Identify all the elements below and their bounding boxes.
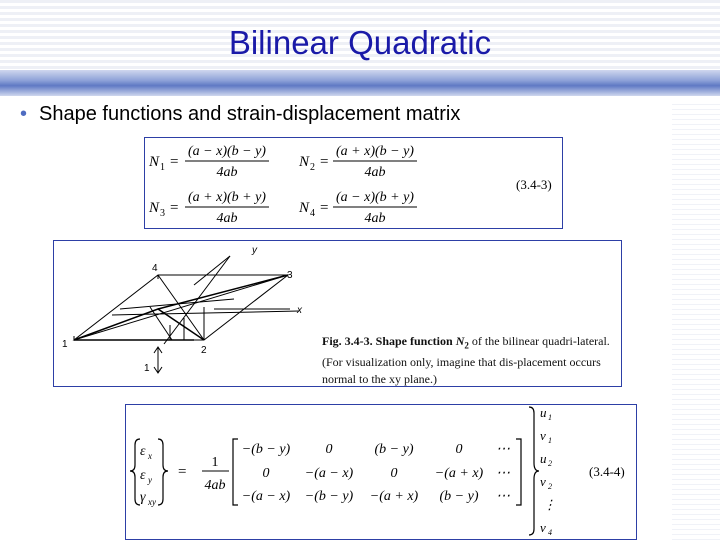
svg-text:ε: ε <box>140 444 146 459</box>
svg-text:=: = <box>320 154 329 170</box>
b-cell: 0 <box>262 466 270 481</box>
b-matrix <box>233 439 521 505</box>
bullet-item <box>20 103 460 126</box>
shape-function-n2 <box>298 144 417 180</box>
svg-text:2: 2 <box>310 162 315 173</box>
equals-sign: = <box>178 464 187 480</box>
svg-text:4ab: 4ab <box>216 165 238 180</box>
b-cell: −(b − y) <box>304 489 354 504</box>
b-cell: −(b − y) <box>241 442 291 457</box>
svg-text:4ab: 4ab <box>204 478 226 493</box>
b-cell: −(a + x) <box>369 489 419 504</box>
svg-text:1: 1 <box>211 455 219 470</box>
svg-text:4ab: 4ab <box>364 211 386 226</box>
bilinear-element-diagram <box>74 256 299 373</box>
shape-function-figure-box <box>53 240 622 387</box>
svg-text:(a + x)(b + y): (a + x)(b + y) <box>188 190 266 205</box>
strain-displacement-box <box>125 404 637 540</box>
right-brace <box>158 439 168 505</box>
node-label-3: 3 <box>287 270 293 281</box>
svg-text:N: N <box>149 200 160 216</box>
node-label-2: 2 <box>201 345 207 356</box>
svg-text:γ: γ <box>140 490 146 505</box>
shape-function-n1 <box>148 144 269 180</box>
svg-text:xy: xy <box>148 497 156 507</box>
dof-vector <box>529 405 556 537</box>
b-cell: 0 <box>325 442 333 457</box>
axis-label-y: y <box>252 245 257 256</box>
b-cell: −(a − x) <box>241 489 291 504</box>
axis-label-x: x <box>297 305 302 316</box>
svg-text:2: 2 <box>548 482 552 491</box>
title-underline-bar <box>0 70 720 96</box>
svg-text:v: v <box>540 428 546 443</box>
svg-text:4ab: 4ab <box>216 211 238 226</box>
svg-text:ε: ε <box>140 468 146 483</box>
svg-text:=: = <box>170 154 179 170</box>
svg-text:4ab: 4ab <box>364 165 386 180</box>
node-label-1: 1 <box>62 339 68 350</box>
svg-text:2: 2 <box>548 459 552 468</box>
b-cell: ⋯ <box>496 489 510 504</box>
svg-text:N: N <box>149 154 160 170</box>
svg-text:x: x <box>148 451 152 461</box>
b-cell: −(a + x) <box>434 466 484 481</box>
b-cell: (b − y) <box>374 442 414 457</box>
factor-fraction <box>202 455 229 493</box>
svg-text:3: 3 <box>160 208 165 219</box>
bullet-text: Shape functions and strain-displacement matrix <box>39 103 461 125</box>
shape-function-n3 <box>148 190 269 226</box>
shape-functions-box <box>144 137 563 229</box>
svg-text:(a − x)(b + y): (a − x)(b + y) <box>336 190 414 205</box>
b-cell: ⋯ <box>496 442 510 457</box>
svg-text:u: u <box>540 451 547 466</box>
svg-text:(a − x)(b − y): (a − x)(b − y) <box>188 144 266 159</box>
node-label-4: 4 <box>152 263 158 274</box>
shape-function-n4 <box>298 190 417 226</box>
b-cell: 0 <box>390 466 398 481</box>
b-cell: −(a − x) <box>304 466 354 481</box>
b-cell: ⋯ <box>496 466 510 481</box>
svg-text:4: 4 <box>310 208 315 219</box>
b-cell: 0 <box>455 442 463 457</box>
bullet-icon: • <box>20 103 28 125</box>
svg-text:=: = <box>320 200 329 216</box>
svg-text:⋮: ⋮ <box>543 497 556 512</box>
decorative-edge <box>672 100 720 540</box>
svg-text:4: 4 <box>548 528 552 537</box>
svg-text:(a + x)(b − y): (a + x)(b − y) <box>336 144 414 159</box>
svg-text:1: 1 <box>548 413 552 422</box>
svg-text:y: y <box>148 475 152 485</box>
unit-height-label: 1 <box>144 363 150 374</box>
b-cell: (b − y) <box>439 489 479 504</box>
svg-text:1: 1 <box>160 162 165 173</box>
svg-text:N: N <box>299 154 310 170</box>
svg-text:u: u <box>540 405 547 420</box>
svg-text:1: 1 <box>548 436 552 445</box>
svg-text:N: N <box>299 200 310 216</box>
equation-number-3-4-3: (3.4-3) <box>516 177 552 192</box>
svg-text:v: v <box>540 520 546 535</box>
equation-number-3-4-4: (3.4-4) <box>589 464 625 479</box>
svg-text:v: v <box>540 474 546 489</box>
strain-vector <box>130 439 168 507</box>
slide-title: Bilinear Quadratic <box>228 24 492 61</box>
figure-caption: Fig. 3.4-3. Shape function $N_2$ of the bilinear quadri-lateral. (For visualization only, imagine that dis-placement occurs normal to the xy plane.) <box>322 334 610 387</box>
svg-text:=: = <box>170 200 179 216</box>
